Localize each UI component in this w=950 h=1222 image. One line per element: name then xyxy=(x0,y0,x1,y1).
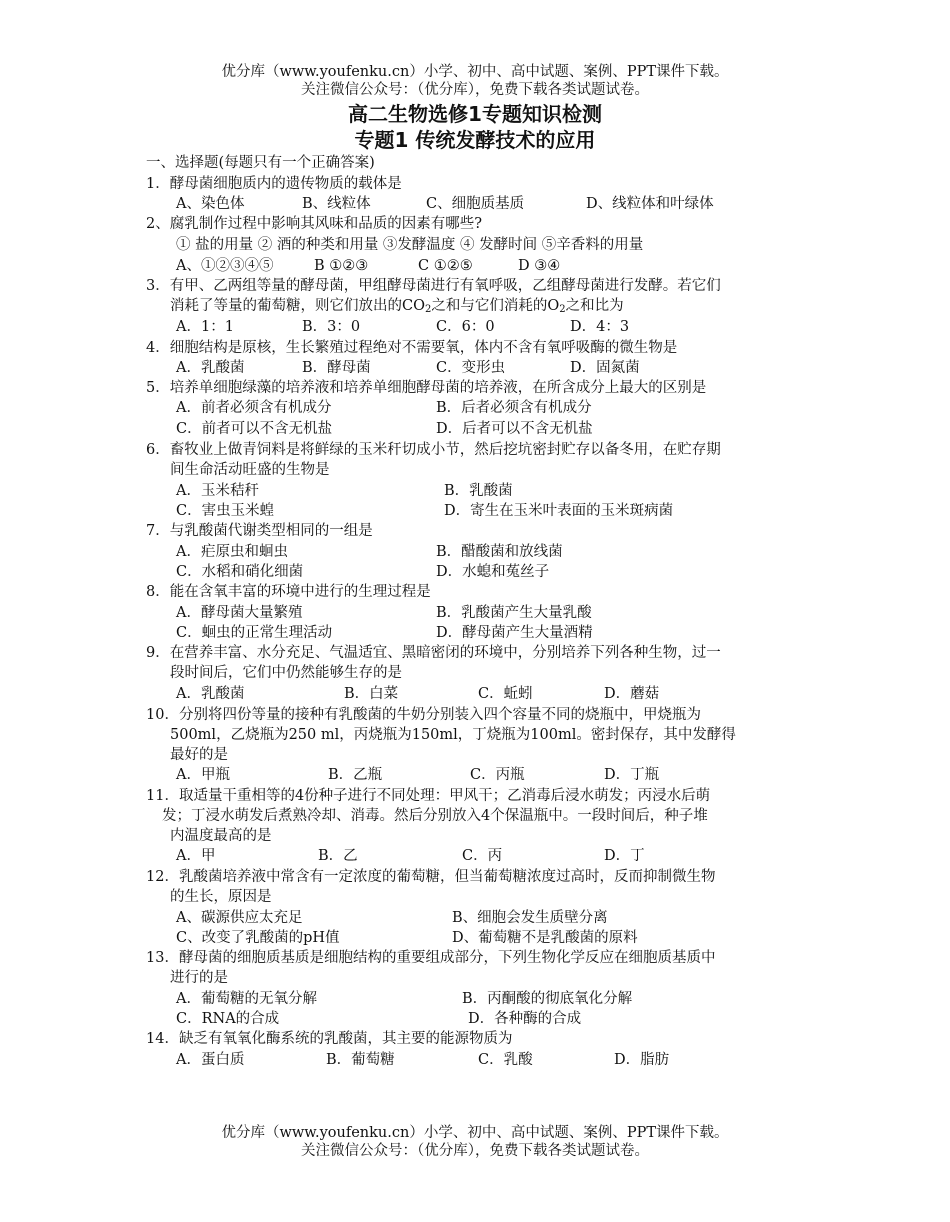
option: B．3：0 xyxy=(302,319,361,335)
option: D．酵母菌产生大量酒精 xyxy=(436,625,593,641)
option: B．葡萄糖 xyxy=(326,1052,395,1068)
option: D、葡萄糖不是乳酸菌的原料 xyxy=(452,930,638,946)
option: B．乳酸菌 xyxy=(444,483,513,499)
question-stem: 9．在营养丰富、水分充足、气温适宜、黑暗密闭的环境中，分别培养下列各种生物，过一 xyxy=(146,645,721,661)
option: D．水螅和菟丝子 xyxy=(436,564,550,580)
question-stem: 8．能在含氧丰富的环境中进行的生理过程是 xyxy=(146,584,431,600)
option: C．害虫玉米蝗 xyxy=(176,503,275,519)
option: A．蛋白质 xyxy=(176,1052,245,1068)
option: C、细胞质基质 xyxy=(426,196,525,212)
factor-list: ① 盐的用量 ② 酒的种类和用量 ③发酵温度 ④ 发酵时间 ⑤辛香料的用量 xyxy=(176,237,644,253)
option: B ①②③ xyxy=(314,258,369,274)
option: D．固氮菌 xyxy=(570,360,640,376)
option: B．酵母菌 xyxy=(302,360,371,376)
option: C．蛔虫的正常生理活动 xyxy=(176,625,333,641)
question-stem: 12．乳酸菌培养液中常含有一定浓度的葡萄糖，但当葡萄糖浓度过高时，反而抑制微生物 xyxy=(146,869,716,885)
option: D．后者可以不含无机盐 xyxy=(436,421,593,437)
question-stem: 4．细胞结构是原核，生长繁殖过程绝对不需要氧，体内不含有氧呼吸酶的微生物是 xyxy=(146,340,678,356)
option: B．丙酮酸的彻底氧化分解 xyxy=(462,991,633,1007)
option: B、线粒体 xyxy=(302,196,371,212)
option: B．后者必须含有机成分 xyxy=(436,400,592,416)
option: C．变形虫 xyxy=(436,360,506,376)
option: D ③④ xyxy=(518,258,561,274)
question-stem: 500ml，乙烧瓶为250 ml，丙烧瓶为150ml，丁烧瓶为100ml。密封保存，其中发酵得 xyxy=(170,727,736,743)
option: B、细胞会发生质壁分离 xyxy=(452,910,608,926)
option: A．玉米秸秆 xyxy=(176,483,259,499)
header-ad-line-2: 关注微信公众号：（优分库），免费下载各类试题试卷。 xyxy=(301,82,649,98)
option: B．乳酸菌产生大量乳酸 xyxy=(436,605,592,621)
option: B．白菜 xyxy=(344,686,399,702)
question-stem: 2、腐乳制作过程中影响其风味和品质的因素有哪些? xyxy=(146,216,482,232)
question-stem: 10．分别将四份等量的接种有乳酸菌的牛奶分别装入四个容量不同的烧瓶中，甲烧瓶为 xyxy=(146,707,701,723)
option: C．水稻和硝化细菌 xyxy=(176,564,304,580)
page-subtitle: 专题1 传统发酵技术的应用 xyxy=(354,128,596,152)
question-stem: 3．有甲、乙两组等量的酵母菌，甲组酵母菌进行有氧呼吸，乙组酵母菌进行发酵。若它们 xyxy=(146,278,721,294)
question-stem: 间生命活动旺盛的生物是 xyxy=(170,462,330,478)
option: A．前者必须含有机成分 xyxy=(176,400,332,416)
option: D．4：3 xyxy=(570,319,630,335)
question-stem: 消耗了等量的葡萄糖，则它们放出的$CO_2$之和与它们消耗的$O_2$之和比为 xyxy=(170,298,624,315)
option: C．RNA的合成 xyxy=(176,1011,280,1027)
question-stem: 内温度最高的是 xyxy=(170,828,272,844)
option: C．丙瓶 xyxy=(470,767,525,783)
option: C．蚯蚓 xyxy=(478,686,533,702)
option: A．甲 xyxy=(176,848,216,864)
option: D．丁 xyxy=(604,848,645,864)
option: D．寄生在玉米叶表面的玉米斑病菌 xyxy=(444,503,674,519)
option: A．1：1 xyxy=(176,319,234,335)
option: A、碳源供应太充足 xyxy=(176,910,303,926)
option: A．乳酸菌 xyxy=(176,686,245,702)
option: A、染色体 xyxy=(176,196,245,212)
question-stem: 最好的是 xyxy=(170,747,228,763)
option: A．酵母菌大量繁殖 xyxy=(176,605,303,621)
option: A、①②③④⑤ xyxy=(176,258,274,274)
option: B．乙 xyxy=(318,848,358,864)
option: D．脂肪 xyxy=(614,1052,670,1068)
option: A．乳酸菌 xyxy=(176,360,245,376)
option: B．乙瓶 xyxy=(328,767,383,783)
option: C．6：0 xyxy=(436,319,495,335)
option: C．乳酸 xyxy=(478,1052,533,1068)
option: C、改变了乳酸菌的pH值 xyxy=(176,930,340,946)
option: C．丙 xyxy=(462,848,503,864)
question-stem: 5．培养单细胞绿藻的培养液和培养单细胞酵母菌的培养液，在所含成分上最大的区别是 xyxy=(146,380,707,396)
section-heading: 一、选择题(每题只有一个正确答案) xyxy=(146,155,375,171)
question-stem: 的生长，原因是 xyxy=(170,889,272,905)
option: A．甲瓶 xyxy=(176,767,230,783)
option: D．蘑菇 xyxy=(604,686,660,702)
question-stem: 14．缺乏有氧氧化酶系统的乳酸菌，其主要的能源物质为 xyxy=(146,1031,513,1047)
question-stem: 段时间后，它们中仍然能够生存的是 xyxy=(170,665,402,681)
option: A．葡萄糖的无氧分解 xyxy=(176,991,317,1007)
footer-ad-line-1: 优分库（www.youfenku.cn）小学、初中、高中试题、案例、PPT课件下载。 xyxy=(221,1125,729,1141)
option: C ①②⑤ xyxy=(418,258,473,274)
option: A．疟原虫和蛔虫 xyxy=(176,544,288,560)
option: D、线粒体和叶绿体 xyxy=(586,196,714,212)
question-stem: 发；丁浸水萌发后煮熟冷却、消毒。然后分别放入4个保温瓶中。一段时间后，种子堆 xyxy=(162,808,708,824)
option: D．各种酶的合成 xyxy=(468,1011,582,1027)
question-stem: 13．酵母菌的细胞质基质是细胞结构的重要组成部分，下列生物化学反应在细胞质基质中 xyxy=(146,950,716,966)
page-title: 高二生物选修1专题知识检测 xyxy=(348,102,602,126)
question-stem: 进行的是 xyxy=(170,970,228,986)
question-stem: 11．取适量干重相等的4份种子进行不同处理：甲风干；乙消毒后浸水萌发；丙浸水后萌 xyxy=(146,788,711,804)
header-ad-line-1: 优分库（www.youfenku.cn）小学、初中、高中试题、案例、PPT课件下载。 xyxy=(221,64,729,80)
option: C．前者可以不含无机盐 xyxy=(176,421,333,437)
footer-ad-line-2: 关注微信公众号：（优分库），免费下载各类试题试卷。 xyxy=(301,1143,649,1159)
option: B．醋酸菌和放线菌 xyxy=(436,544,563,560)
question-stem: 6．畜牧业上做青饲料是将鲜绿的玉米秆切成小节，然后挖坑密封贮存以备冬用，在贮存期 xyxy=(146,442,721,458)
question-stem: 7．与乳酸菌代谢类型相同的一组是 xyxy=(146,523,373,539)
option: D．丁瓶 xyxy=(604,767,660,783)
question-stem: 1．酵母菌细胞质内的遗传物质的载体是 xyxy=(146,176,402,192)
